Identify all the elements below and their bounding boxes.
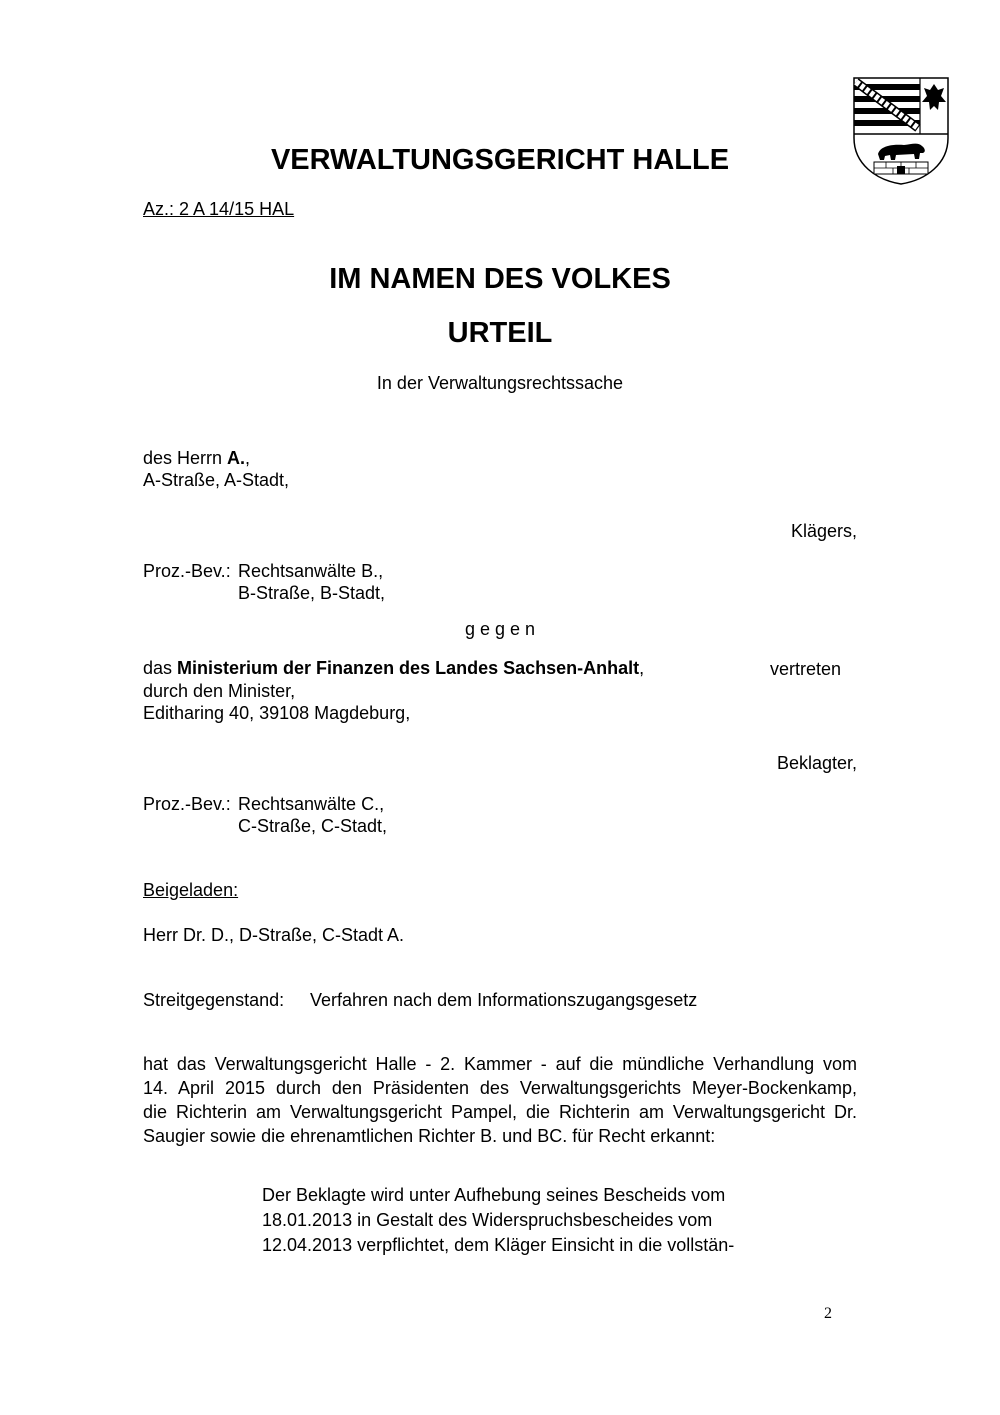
defendant-address: Editharing 40, 39108 Magdeburg, <box>143 703 411 723</box>
court-title: VERWALTUNGSGERICHT HALLE <box>270 144 730 176</box>
beigeladen-label: Beigeladen: <box>143 880 239 900</box>
tenor-block <box>262 1183 782 1258</box>
judgment-line: 14. April 2015 durch den Präsidenten des Verwaltungsgerichts Meyer-Bockenkamp, <box>143 1078 857 1098</box>
plaintiff-address: A-Straße, A-Stadt, <box>143 470 290 490</box>
plaintiff-counsel-address: B-Straße, B-Stadt, <box>238 583 386 603</box>
defendant-name: das Ministerium der Finanzen des Landes Sachsen-Anhalt, <box>143 658 645 678</box>
streitgegenstand-label: Streitgegenstand: <box>143 990 285 1010</box>
tenor-line: 18.01.2013 in Gestalt des Widerspruchsbescheides vom <box>262 1210 713 1230</box>
defendant-counsel-address: C-Straße, C-Stadt, <box>238 816 388 836</box>
case-number: Az.: 2 A 14/15 HAL <box>143 199 295 219</box>
judgment-line: Saugier sowie die ehrenamtlichen Richter B. und BC. für Recht erkannt: <box>143 1126 716 1146</box>
plaintiff-counsel-label: Proz.-Bev.: <box>143 561 231 581</box>
im-namen-heading: IM NAMEN DES VOLKES <box>329 263 671 295</box>
streitgegenstand-value: Verfahren nach dem Informationszugangsgesetz <box>310 990 698 1010</box>
defendant-vertreten: vertreten <box>770 659 842 679</box>
urteil-heading: URTEIL <box>447 317 553 349</box>
beigeladen-value: Herr Dr. D., D-Straße, C-Stadt A. <box>143 925 405 945</box>
defendant-representative: durch den Minister, <box>143 681 296 701</box>
plaintiff-role: Klägers, <box>790 521 857 541</box>
plaintiff-counsel-name: Rechtsanwälte B., <box>238 561 384 581</box>
tenor-line: 12.04.2013 verpflichtet, dem Kläger Einsicht in die vollstän- <box>262 1235 735 1255</box>
defendant-counsel-name: Rechtsanwälte C., <box>238 794 385 814</box>
judgment-paragraph <box>143 1052 857 1148</box>
defendant-counsel-label: Proz.-Bev.: <box>143 794 231 814</box>
tenor-line: Der Beklagte wird unter Aufhebung seines Bescheids vom <box>262 1185 726 1205</box>
judgment-line: die Richterin am Verwaltungsgericht Pampel, die Richterin am Verwaltungsgericht Dr. <box>143 1102 857 1122</box>
gegen-line: g e g e n <box>464 619 536 639</box>
plaintiff-name: des Herrn A., <box>143 448 251 468</box>
intro-line: In der Verwaltungsrechtssache <box>376 373 624 393</box>
defendant-role: Beklagter, <box>776 753 857 773</box>
page-number: 2 <box>824 1305 832 1322</box>
judgment-line: hat das Verwaltungsgericht Halle - 2. Kammer - auf die mündliche Verhandlung vom <box>143 1054 857 1074</box>
